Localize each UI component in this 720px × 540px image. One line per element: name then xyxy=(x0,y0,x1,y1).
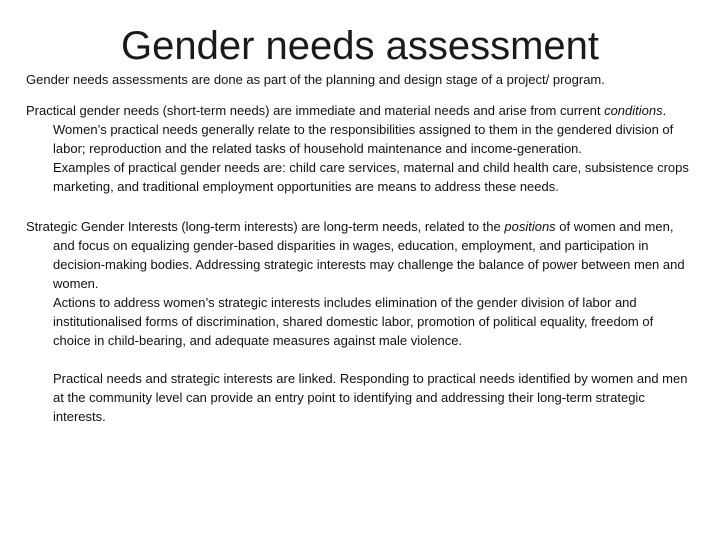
slide-title: Gender needs assessment xyxy=(120,24,600,68)
practical-needs-term: Practical gender needs (short-term needs) xyxy=(26,103,270,118)
strategic-interests-paragraph xyxy=(26,217,694,293)
strategic-interests-italic: positions xyxy=(504,219,556,234)
practical-needs-text-a: are immediate and material needs and arise from current xyxy=(269,103,605,118)
practical-needs-paragraph xyxy=(26,101,694,158)
practical-needs-text-b: . Women’s practical needs generally relate to the responsibilities assigned to them in the gendered division of labor; reproduction and the related tasks of household maintenance and income-generation. xyxy=(53,103,674,156)
practical-needs-examples: Examples of practical gender needs are: child care services, maternal and child health care, subsistence crops marketing, and traditional employment opportunities are means to address these needs. xyxy=(53,160,689,194)
practical-needs-italic: conditions xyxy=(604,103,663,118)
strategic-interests-text-b: of women and men, and focus on equalizing gender-based disparities in wages, education, employment, and participation in decision-making bodies. Addressing strategic interests may challenge the balance of power between men and women. xyxy=(53,219,685,291)
strategic-interests-text-a: are long-term needs, related to the xyxy=(297,219,505,234)
intro-paragraph: Gender needs assessments are done as part of the planning and design stage of a project/ program. xyxy=(26,72,605,87)
strategic-interests-term: Strategic Gender Interests (long-term interests) xyxy=(26,219,298,234)
strategic-interests-actions: Actions to address women’s strategic interests includes elimination of the gender division of labor and institutionalised forms of discrimination, shared domestic labor, promotion of political equality, freedom of choice in child-bearing, and adequate measures against male violence. xyxy=(53,295,654,348)
slide-body xyxy=(26,70,694,426)
conclusion-paragraph: Practical needs and strategic interests are linked. Responding to practical needs identified by women and men at the community level can provide an entry point to identifying and addressing their long-term strategic interests. xyxy=(53,371,688,424)
